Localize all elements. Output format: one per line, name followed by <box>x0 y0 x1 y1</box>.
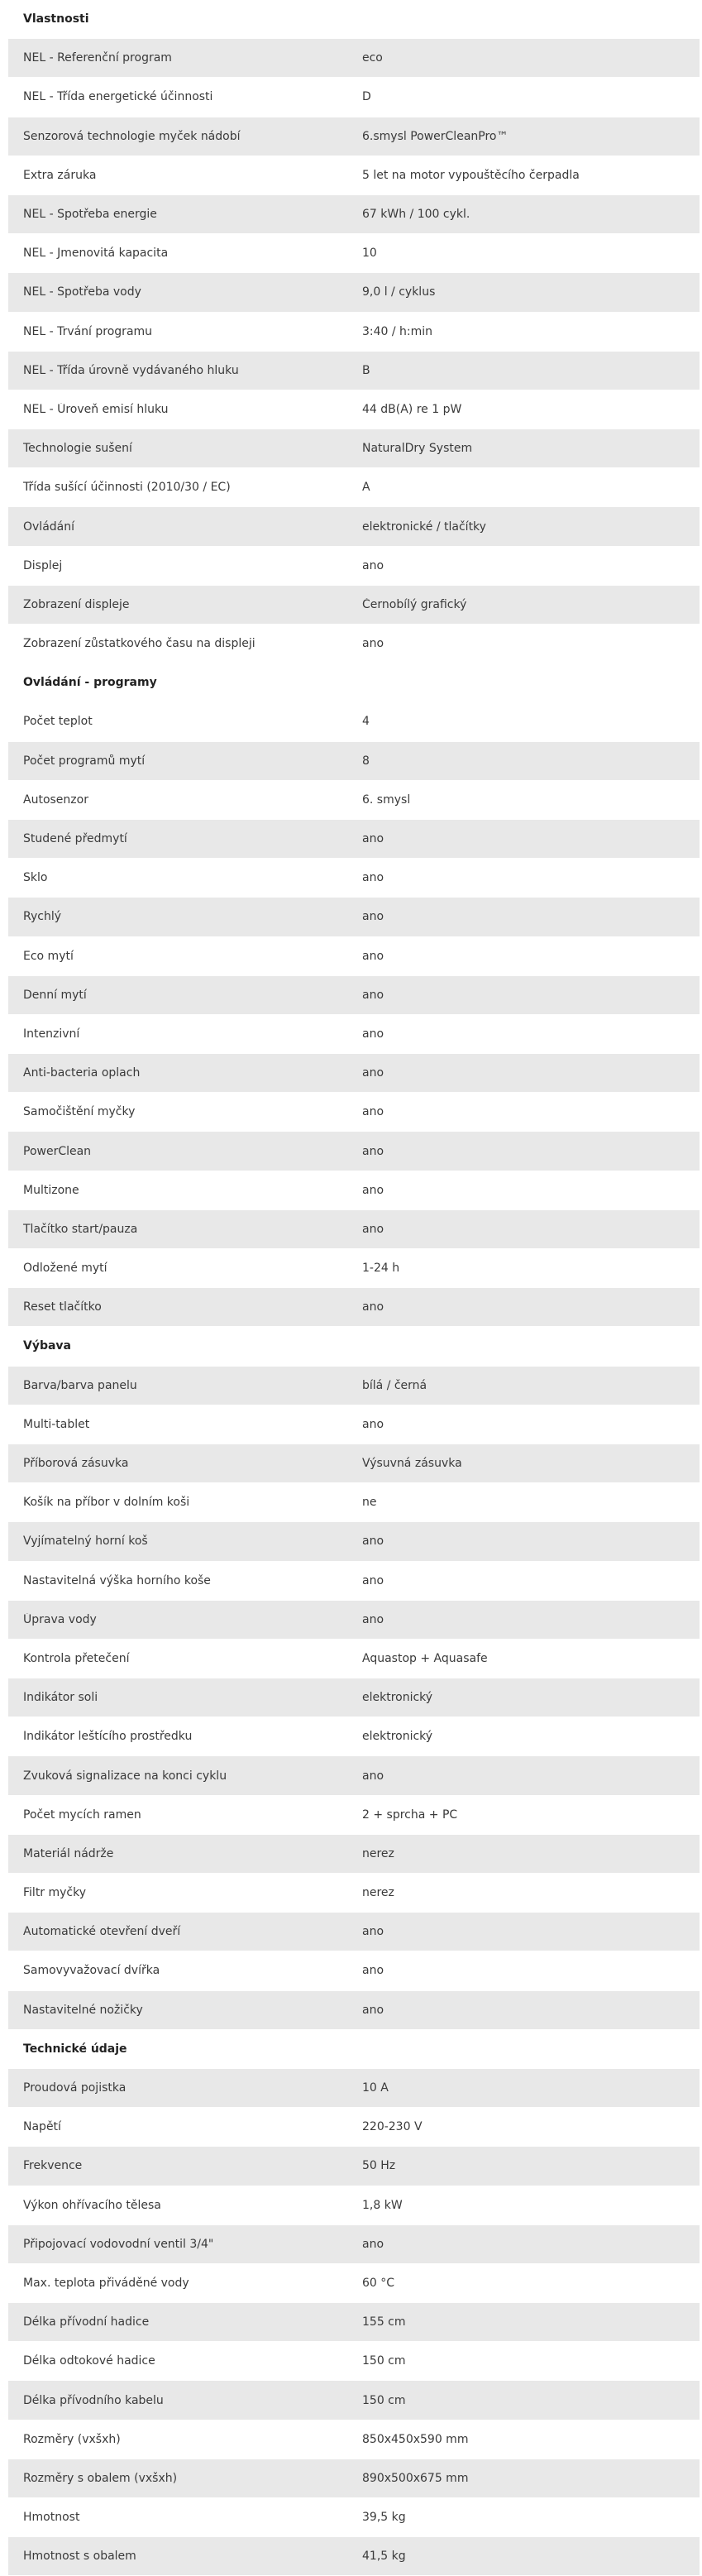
spec-label: Počet programů mytí <box>23 754 146 768</box>
spec-row <box>8 468 700 507</box>
spec-value: 6.smysl PowerCleanPro™ <box>362 129 509 143</box>
spec-label: Hmotnost s obalem <box>23 2550 136 2564</box>
spec-row <box>8 1796 700 1835</box>
spec-row <box>8 976 700 1015</box>
spec-row <box>8 1756 700 1795</box>
spec-label: Senzorová technologie myček nádobí <box>23 129 241 143</box>
spec-value: 10 <box>362 247 377 261</box>
spec-label: Nastavitelné nožičky <box>23 2003 143 2017</box>
spec-value: ano <box>362 1964 384 1978</box>
spec-row <box>8 1522 700 1561</box>
spec-row <box>8 313 700 352</box>
spec-value: ano <box>362 1144 384 1158</box>
spec-row <box>8 1288 700 1327</box>
spec-value: eco <box>362 51 383 65</box>
spec-row <box>8 1874 700 1913</box>
spec-value: 41,5 kg <box>362 2550 406 2564</box>
spec-value: 6. smysl <box>362 792 411 807</box>
spec-row <box>8 937 700 976</box>
spec-row <box>8 820 700 859</box>
spec-value: ne <box>362 1496 377 1510</box>
spec-label: Max. teplota přiváděné vody <box>23 2276 189 2290</box>
spec-value: ano <box>362 1417 384 1431</box>
spec-value: ano <box>362 558 384 572</box>
section-header <box>8 2030 700 2069</box>
spec-value: 220-230 V <box>362 2120 423 2134</box>
spec-label: Délka odtokové hadice <box>23 2354 155 2368</box>
spec-row <box>8 156 700 195</box>
spec-row <box>8 78 700 117</box>
spec-value: elektronické / tlačítky <box>362 520 486 534</box>
section-title: Technické údaje <box>23 2042 127 2056</box>
spec-value: bílá / černá <box>362 1378 427 1392</box>
spec-label: Samočištění myčky <box>23 1105 136 1119</box>
spec-label: Multi-tablet <box>23 1417 90 1431</box>
spec-label: Zvuková signalizace na konci cyklu <box>23 1769 227 1783</box>
spec-label: Indikátor soli <box>23 1691 98 1705</box>
spec-value: ano <box>362 1300 384 1314</box>
spec-value: ano <box>362 1222 384 1236</box>
spec-row <box>8 1210 700 1249</box>
spec-label: Tlačítko start/pauza <box>23 1222 138 1236</box>
spec-label: Připojovací vodovodní ventil 3/4" <box>23 2237 214 2251</box>
spec-value: nerez <box>362 1886 394 1900</box>
spec-value: ano <box>362 2003 384 2017</box>
spec-label: Technologie sušení <box>23 442 132 456</box>
spec-value: A <box>362 481 370 495</box>
spec-value: ano <box>362 1027 384 1041</box>
spec-label: NEL - Úroveň emisí hluku <box>23 402 169 416</box>
spec-row <box>8 1562 700 1601</box>
spec-value: 150 cm <box>362 2393 406 2407</box>
spec-row <box>8 2420 700 2459</box>
spec-row <box>8 586 700 625</box>
spec-value: nerez <box>362 1846 394 1860</box>
spec-row <box>8 1717 700 1756</box>
spec-row <box>8 234 700 273</box>
spec-label: Nastavitelná výška horního koše <box>23 1573 211 1587</box>
spec-value: ano <box>362 832 384 846</box>
section-title: Vlastnosti <box>23 12 89 26</box>
spec-row <box>8 1601 700 1640</box>
spec-label: Výkon ohřívacího tělesa <box>23 2198 161 2212</box>
spec-value: ano <box>362 1573 384 1587</box>
spec-value: 2 + sprcha + PC <box>362 1808 458 1822</box>
spec-label: Displej <box>23 558 63 572</box>
spec-value: 60 °C <box>362 2276 395 2290</box>
spec-label: Kontrola přetečení <box>23 1651 130 1665</box>
spec-row <box>8 1444 700 1483</box>
spec-row <box>8 702 700 741</box>
spec-label: NEL - Spotřeba energie <box>23 208 157 222</box>
spec-row <box>8 2342 700 2381</box>
spec-label: Ovládání <box>23 520 75 534</box>
spec-value: 1,8 kW <box>362 2198 403 2212</box>
spec-label: Vyjímatelný horní koš <box>23 1535 148 1549</box>
spec-row <box>8 859 700 898</box>
spec-value: D <box>362 90 371 104</box>
spec-row <box>8 1132 700 1171</box>
spec-label: Sklo <box>23 871 48 885</box>
spec-value: ano <box>362 1183 384 1197</box>
spec-label: NEL - Trvání programu <box>23 324 153 338</box>
spec-value: 9,0 l / cyklus <box>362 285 436 299</box>
spec-value: 44 dB(A) re 1 pW <box>362 402 462 416</box>
spec-row <box>8 2225 700 2264</box>
spec-row <box>8 2186 700 2225</box>
spec-row <box>8 1015 700 1054</box>
spec-row <box>8 1640 700 1678</box>
spec-label: Třída sušící účinnosti (2010/30 / EC) <box>23 481 231 495</box>
spec-label: Denní mytí <box>23 988 87 1002</box>
spec-label: Rozměry s obalem (vxšxh) <box>23 2471 178 2485</box>
spec-value: 150 cm <box>362 2354 406 2368</box>
spec-row <box>8 2264 700 2303</box>
spec-row <box>8 2381 700 2420</box>
section-header <box>8 663 700 702</box>
spec-value: ano <box>362 871 384 885</box>
section-title: Ovládání - programy <box>23 676 157 690</box>
spec-table <box>8 0 700 2576</box>
spec-label: Indikátor leštícího prostředku <box>23 1730 193 1744</box>
spec-row <box>8 390 700 429</box>
spec-value: Výsuvná zásuvka <box>362 1457 462 1471</box>
spec-row <box>8 742 700 781</box>
spec-label: Reset tlačítko <box>23 1300 102 1314</box>
spec-label: Odložené mytí <box>23 1262 107 1276</box>
spec-value: 39,5 kg <box>362 2511 406 2525</box>
spec-row <box>8 1249 700 1288</box>
spec-label: Studené předmytí <box>23 832 127 846</box>
spec-value: 3:40 / h:min <box>362 324 433 338</box>
spec-row <box>8 898 700 936</box>
spec-value: 890x500x675 mm <box>362 2471 469 2485</box>
spec-label: PowerClean <box>23 1144 92 1158</box>
spec-row <box>8 1171 700 1210</box>
spec-value: ano <box>362 1612 384 1626</box>
spec-label: Proudová pojistka <box>23 2081 127 2095</box>
spec-label: Samovyvažovací dvířka <box>23 1964 160 1978</box>
spec-value: 50 Hz <box>362 2159 396 2173</box>
spec-label: Multizone <box>23 1183 79 1197</box>
spec-label: Intenzivní <box>23 1027 80 1041</box>
spec-value: 4 <box>362 715 370 729</box>
spec-row <box>8 1093 700 1132</box>
spec-value: ano <box>362 637 384 651</box>
spec-label: Počet teplot <box>23 715 93 729</box>
spec-value: B <box>362 363 370 377</box>
spec-value: 67 kWh / 100 cykl. <box>362 208 470 222</box>
spec-label: Počet mycích ramen <box>23 1808 141 1822</box>
section-header <box>8 0 700 39</box>
spec-row <box>8 352 700 390</box>
spec-label: NEL - Třída úrovně vydávaného hluku <box>23 363 239 377</box>
spec-row <box>8 1054 700 1093</box>
section-title: Výbava <box>23 1339 72 1353</box>
spec-row <box>8 195 700 234</box>
spec-row <box>8 1483 700 1522</box>
spec-row <box>8 1405 700 1444</box>
spec-value: ano <box>362 1066 384 1080</box>
spec-value: 850x450x590 mm <box>362 2432 469 2446</box>
spec-row <box>8 625 700 663</box>
spec-value: 8 <box>362 754 370 768</box>
spec-row <box>8 1991 700 2030</box>
spec-label: Automatické otevření dveří <box>23 1925 181 1939</box>
spec-row <box>8 547 700 586</box>
spec-row <box>8 507 700 546</box>
spec-value: ano <box>362 1535 384 1549</box>
spec-label: Příborová zásuvka <box>23 1457 129 1471</box>
spec-row <box>8 1835 700 1874</box>
spec-label: Eco mytí <box>23 949 74 963</box>
spec-value: Aquastop + Aquasafe <box>362 1651 488 1665</box>
spec-row <box>8 273 700 312</box>
spec-label: Materiál nádrže <box>23 1846 114 1860</box>
spec-label: Barva/barva panelu <box>23 1378 137 1392</box>
spec-label: Délka přívodního kabelu <box>23 2393 164 2407</box>
spec-row <box>8 781 700 820</box>
spec-value: 5 let na motor vypouštěcího čerpadla <box>362 168 580 182</box>
spec-label: Délka přívodní hadice <box>23 2315 150 2329</box>
spec-label: Košík na příbor v dolním koši <box>23 1496 190 1510</box>
spec-value: elektronický <box>362 1691 433 1705</box>
spec-row <box>8 2498 700 2537</box>
spec-label: Frekvence <box>23 2159 83 2173</box>
spec-label: Úprava vody <box>23 1612 97 1626</box>
spec-label: Zobrazení zůstatkového času na displeji <box>23 637 255 651</box>
spec-value: 1-24 h <box>362 1262 400 1276</box>
spec-row <box>8 2108 700 2147</box>
spec-value: ano <box>362 1105 384 1119</box>
spec-row <box>8 1913 700 1951</box>
spec-row <box>8 2303 700 2342</box>
spec-value: 10 A <box>362 2081 389 2095</box>
spec-label: NEL - Referenční program <box>23 51 172 65</box>
spec-label: Zobrazení displeje <box>23 597 130 611</box>
spec-value: ano <box>362 1769 384 1783</box>
spec-label: NEL - Třída energetické účinnosti <box>23 90 213 104</box>
spec-row <box>8 1367 700 1405</box>
spec-label: Autosenzor <box>23 792 88 807</box>
spec-value: ano <box>362 949 384 963</box>
spec-value: ano <box>362 988 384 1002</box>
spec-row <box>8 117 700 156</box>
spec-row <box>8 2147 700 2186</box>
spec-row <box>8 2459 700 2498</box>
spec-label: Hmotnost <box>23 2511 80 2525</box>
spec-row <box>8 1951 700 1990</box>
spec-label: Rozměry (vxšxh) <box>23 2432 121 2446</box>
spec-value: ano <box>362 1925 384 1939</box>
spec-label: Rychlý <box>23 910 61 924</box>
spec-value: ano <box>362 910 384 924</box>
spec-row <box>8 1678 700 1717</box>
spec-row <box>8 2069 700 2108</box>
spec-value: Černobílý grafický <box>362 597 467 611</box>
spec-value: elektronický <box>362 1730 433 1744</box>
spec-row <box>8 429 700 468</box>
spec-label: Napětí <box>23 2120 61 2134</box>
spec-label: Anti-bacteria oplach <box>23 1066 141 1080</box>
spec-row <box>8 39 700 78</box>
spec-label: Filtr myčky <box>23 1886 87 1900</box>
spec-label: Extra záruka <box>23 168 97 182</box>
spec-value: ano <box>362 2237 384 2251</box>
section-header <box>8 1327 700 1366</box>
spec-row <box>8 2537 700 2576</box>
spec-label: NEL - Spotřeba vody <box>23 285 141 299</box>
spec-label: NEL - Jmenovitá kapacita <box>23 247 169 261</box>
spec-value: NaturalDry System <box>362 442 473 456</box>
spec-value: 155 cm <box>362 2315 406 2329</box>
